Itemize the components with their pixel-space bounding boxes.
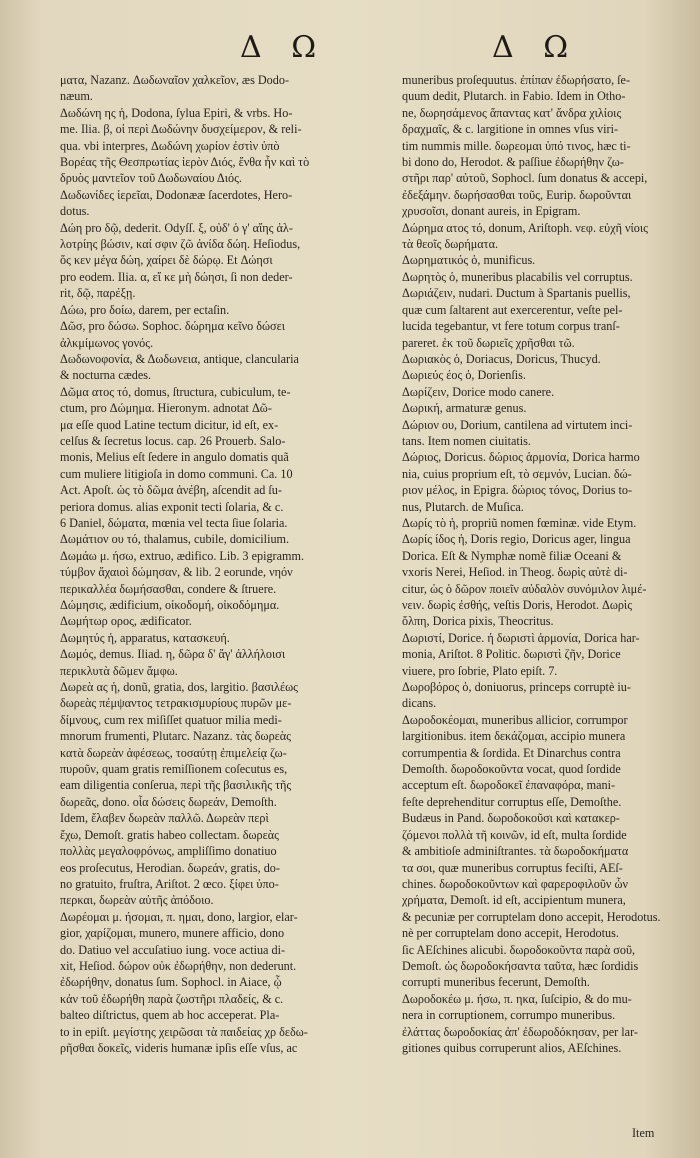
text-line: Δώρημα ατος τό, donum, Ariſtoph. νεφ. εὐχῆ νίοις	[402, 220, 649, 235]
text-line: ἐδωρήθην, donatus ſum. Sophocl. in Aiace, ᾧ	[60, 975, 282, 990]
text-line: to in epiſt. μεγίστης χειρῶσαι τὰ παιδείας χρ δεδω-	[60, 1024, 308, 1039]
text-line: Δωμήτωρ ορος, ædificator.	[60, 614, 192, 629]
text-line: Act. Apoſt. ὡς τὸ δῶμα ἀνέβη, aſcendit ad ſu-	[60, 483, 282, 498]
text-line: ριον μέλος, in Epigra. δώριος τόνος, Dorius to-	[402, 483, 633, 498]
text-line: Δωρηματικός ὁ, munificus.	[402, 253, 536, 268]
text-line: Βορέας τῆς Θεσπρωτίας ἱερὸν Διός, ἔνθα ἦν καὶ τὸ	[60, 155, 310, 170]
text-line: λοτρίης βώσιν, καί σφιν ζῶ ἀνίδα δώη. Heſiodus,	[60, 237, 301, 252]
text-line: eam diligentia conſerua, περὶ τῆς βασιλικῆς τῆς	[60, 778, 292, 793]
text-line: mnorum frumenti, Plutarc. Nazanz. τὰς δωρεὰς	[60, 729, 291, 744]
text-line: ρῆσθαι δοκεῖς, videris humanæ ipſis eſſe vſus, ac	[60, 1040, 298, 1055]
text-line: Δωμητύς ἡ, apparatus, κατασκευή.	[60, 630, 230, 645]
text-line: no gratuito, fruſtra, Ariſtot. 2 œco. ξίφει ὑπο-	[60, 876, 279, 891]
text-line: τύμβον ἄχαιοὶ δώμησαν, & lib. 2 eorunde, νηόν	[60, 565, 293, 580]
text-line: στῆρι παρ' αὐτοῦ, Sophocl. ſum donatus & accepi,	[402, 171, 648, 186]
text-line: Δωροδοκέω μ. ήσω, π. ηκα, ſuſcipio, & do mu-	[402, 991, 632, 1006]
text-line: κἀν τοῦ ἐδωρήθη παρὰ ζωστῆρι πλαδείς, & c.	[60, 991, 284, 1006]
text-line: ctum, pro Δώμημα. Hieronym. adnotat Δῶ-	[60, 401, 272, 416]
text-line: tans. Item nomen ciuitatis.	[402, 433, 531, 448]
text-line: περικλυτὰ δῶμεν ἄμφω.	[60, 663, 178, 678]
text-line: gior, χαρίζομαι, munero, munere afficio, dono	[60, 926, 285, 941]
text-line: & ambitioſe adminiſtrantes. τὰ δωροδοκήματα	[402, 844, 629, 859]
right-column	[402, 72, 668, 1056]
text-line: Δωρέομαι μ. ήσομαι, π. ημαι, dono, largior, elar-	[60, 909, 298, 924]
text-line: ἐδεξάμην. δωρήσασθαι τοῦς, Eurip. δωροῦνται	[402, 187, 632, 202]
text-line: Δωδώνη ης ἡ, Dodona, ſylua Epiri, & vrbs. Ho-	[60, 105, 293, 120]
text-line: δωρεὰς πέμψαντος τετρακισμυρίους πυρῶν με-	[60, 696, 292, 711]
text-line: ne, δωρησάμενος ἅπαντας κατ' ἄνδρα χιλίοις	[402, 105, 622, 120]
text-line: Δώω, pro δοίω, darem, per ectaſin.	[60, 302, 230, 317]
text-line: Δωριακὸς ὁ, Doriacus, Doricus, Thucyd.	[402, 351, 601, 366]
text-line: ὄλπη, Dorica pixis, Theocritus.	[402, 614, 554, 629]
text-line: periora domus. alias exponit tecti ſolaria, & c.	[60, 499, 284, 514]
text-line: nera in corruptionem, corrumpo muneribus.	[402, 1008, 616, 1023]
text-line: ὅς κεν μέγα δώη, χαίρει δὲ δώρῳ. Et Δώησι	[60, 253, 273, 268]
text-line: Δωδωνοφονία, & Δωδωνεια, antique, clancularia	[60, 351, 299, 366]
text-line: πυροῦν, quam gratis remiſſionem coſecutus es,	[60, 762, 288, 777]
text-line: pro eodem. Ilia. α, εἴ κε μὴ δώησι, ſi non deder-	[60, 269, 293, 284]
text-line: & pecuniæ per corruptelam dono accepit, Herodotus.	[402, 909, 661, 924]
text-line: næum.	[60, 89, 93, 104]
text-line: nus, Plutarch. de Muſica.	[402, 499, 524, 514]
catchword: Item	[632, 1126, 655, 1140]
text-line: tim nummis mille. δωρεομαι ὑπό τινος, hæc ti-	[402, 138, 631, 153]
text-line: πολλὰς μεγαλοφρόνως, ampliſſimo donatiuo	[60, 844, 277, 859]
text-line: Δωριστί, Dorice. ἡ δωριστὶ ἁρμονία, Dorica har-	[402, 630, 640, 645]
text-line: acceptum eſt. δωροδοκεῖ ἐπαναφόρα, mani-	[402, 778, 616, 793]
text-line: cum muliere litigioſa in domo communi. Ca. 10	[60, 466, 293, 481]
text-line: nia, cuius proprium eſt, τὸ σεμνόν, Lucian. δώ-	[402, 466, 632, 481]
text-line: ἐλάττας δωροδοκίας ἀπ' ἐδωροδόκησαν, per lar-	[402, 1024, 638, 1039]
text-line: περκαι, δωρεὰν αὐτῆς ἀπόδοιο.	[60, 893, 214, 908]
text-line: χρήματα, Demoſt. id eſt, accipientum munera,	[402, 893, 626, 908]
text-line: Demoſth. δωροδοκοῦντα vocat, quod ſordide	[402, 762, 621, 777]
text-line: Δωρική, armaturæ genus.	[402, 401, 527, 416]
text-line: κατὰ δωρεὰν ἀφέσεως, τοσαύτῃ ἐπιμελείᾳ ζω-	[60, 745, 287, 760]
text-line: rit, δῷ, παρέξῃ.	[60, 286, 136, 301]
text-line: νειν. δωρὶς ἐσθής, veſtis Doris, Herodot. Δωρὶς	[402, 598, 633, 612]
text-line: lucida tegebantur, vt fere totum corpus tranſ-	[402, 319, 620, 334]
text-line: Δῶμα ατος τό, domus, ſtructura, cubiculum, te-	[60, 384, 291, 399]
text-line: Demoſt. ὡς δωροδοκήσαντα ταῦτα, hæc ſordidis	[402, 958, 639, 973]
text-line: largitionibus. item δεκάζομαι, accipio munera	[402, 729, 626, 744]
text-line: ματα, Nazanz. Δωδωναῖον χαλκεῖον, æs Dodo-	[60, 73, 289, 87]
header-right-letters: Δ Ω	[492, 30, 579, 65]
text-line: μα eſſe quod Latine tectum dicitur, id eſt, ex-	[60, 417, 279, 432]
text-line: Idem, ἔλαβεν δωρεὰν παλλῶ. Δωρεὰν περὶ	[60, 811, 269, 826]
text-line: corrupti muneribus fecerunt, Demoſth.	[402, 975, 590, 990]
text-line: Δωρίς τὸ ἡ, propriũ nomen fœminæ. vide Etym.	[402, 515, 637, 530]
text-line: viuere, pro ſobrie, Plato epiſt. 7.	[402, 663, 558, 678]
text-line: corrumpentia & ſordida. Et Dinarchus contra	[402, 745, 621, 760]
text-line: Dorica. Eſt & Nymphæ nomẽ filiæ Oceani &	[402, 548, 622, 563]
text-line: Δώμησις, ædificium, οἰκοδομή, οἰκοδόμημα.	[60, 598, 280, 612]
text-line: monia, Ariſtot. 8 Politic. δωριστὶ ζῆν, Dorice	[402, 647, 621, 662]
text-line: δραχμαῖς, & c. largitione in omnes vſus viri-	[402, 122, 619, 137]
text-line: Δωριάζειν, nudari. Ductum à Spartanis puellis,	[402, 286, 631, 301]
text-line: vxoris Nerei, Heſiod. in Theog. δωρὶς αὐτὲ di-	[402, 565, 628, 580]
text-line: do. Datiuo vel accuſatiuo iung. voce actiua di-	[60, 942, 286, 957]
text-line: xit, Heſiod. δώρον οὐκ ἐδωρήθην, non dederunt.	[60, 958, 297, 973]
text-line: qua. vbi interpres, Δωδώνη χωρίον ἐστὶν ὑπὸ	[60, 138, 280, 153]
text-line: Δωμάτιον ου τό, thalamus, cubile, domicilium.	[60, 532, 290, 547]
text-line: χρυσοῖσι, donant aureis, in Epigram.	[402, 204, 581, 219]
text-line: & nocturna cædes.	[60, 368, 152, 383]
text-line: δρυὸς μαντεῖον τοῦ Δωδωναίου Διός.	[60, 171, 242, 186]
text-line: Δωρίς ίδος ἡ, Doris regio, Doricus ager, lingua	[402, 532, 631, 547]
text-line: eos proſecutus, Herodian. δωρεάν, gratis, do-	[60, 860, 280, 875]
text-line: me. Ilia. β, οἱ περὶ Δωδώνην δυσχείμερον, & reli-	[60, 122, 302, 137]
text-line: celſus & ſecretus locus. cap. 26 Prouerb. Salo-	[60, 433, 286, 448]
text-line: chines. δωροδοκοῦντων καὶ φαρεροφιλοῦν ὧν	[402, 876, 628, 891]
text-line: balteo diſtrictus, quem ab hoc acceperat. Pla-	[60, 1008, 280, 1023]
text-line: dicans.	[402, 696, 437, 711]
text-line: Δωρητὸς ὁ, muneribus placabilis vel corruptus.	[402, 269, 633, 284]
text-line: monis, Melius eſt ſedere in angulo domatis quã	[60, 450, 289, 465]
text-line: ἀλκμίμωνος γονός.	[60, 335, 154, 350]
text-line: 6 Daniel, δώματα, mœnia vel tecta ſiue ſolaria.	[60, 515, 288, 530]
text-line: Δωμός, demus. Iliad. η, δῶρα δ' ἄγ' ἀλλήλοισι	[60, 647, 286, 662]
text-line: quæ cum ſaltarent aut exercerentur, veſte pel-	[402, 302, 623, 317]
text-line: Δωρεὰ ας ἡ, donũ, gratia, dos, largitio. βασιλέως	[60, 680, 298, 695]
text-line: ζόμενοι πολλὰ τῆ κοινῶν, id eſt, multa ſordide	[402, 827, 627, 842]
text-line: Δωμάω μ. ήσω, extruo, ædifico. Lib. 3 epigramm.	[60, 548, 305, 563]
text-line: nè per corruptelam dono accepit, Herodotus.	[402, 926, 619, 941]
text-line: Δῶσ, pro δώσω. Sophoc. δώρημα κεῖνο δώσει	[60, 319, 286, 334]
text-line: Δώριος, Doricus. δώριος ἁρμονία, Dorica harmo	[402, 450, 640, 465]
text-line: τα σοι, quæ muneribus corruptus feciſti, AEſ-	[402, 860, 623, 875]
text-line: quum dedit, Plutarch. in Fabio. Idem in Otho-	[402, 89, 626, 104]
text-line: muneribus proſequutus. ἐπίπαν ἐδωρήσατο, ſe-	[402, 73, 631, 87]
header-left-letters: Δ Ω	[240, 30, 327, 65]
text-line: δίμνους, cum rex miſiſſet quatuor milia medi-	[60, 712, 282, 727]
page-header	[0, 30, 700, 70]
text-line: Δώη pro δῷ, dederit. Odyſſ. ξ, οὐδ' ὁ γ' αἴης ἀλ-	[60, 220, 293, 235]
text-line: Budæus in Pand. δωροδοκοῦσι καὶ κατακερ-	[402, 811, 620, 826]
text-line: ſic AEſchines alicubi. δωροδοκοῦντα παρὰ σοῦ,	[402, 942, 636, 957]
text-line: περικαλλέα δωμήσασθαι, condere & ſtruere.	[60, 581, 277, 596]
text-line: Δωροδοκέομαι, muneribus allicior, corrumpor	[402, 712, 628, 727]
text-line: Δωριεύς έος ὁ, Dorienſis.	[402, 368, 526, 383]
text-line: Δωδωνίδες ἱερεῖαι, Dodonææ ſacerdotes, Hero-	[60, 187, 293, 202]
text-line: bi dono do, Herodot. & paſſiue ἐδωρήθην ζω-	[402, 155, 624, 170]
text-line: pareret. ἐκ τοῦ δωριεῖς χρῆσθαι τῶ.	[402, 335, 575, 350]
text-line: Δώριον ου, Dorium, cantilena ad virtutem inci-	[402, 417, 633, 432]
text-line: dotus.	[60, 204, 90, 219]
left-column	[60, 72, 392, 1056]
text-line: τὰ θεοῖς δωρήματα.	[402, 237, 499, 252]
text-line: ἔχω, Demoſt. gratis habeo collectam. δωρεὰς	[60, 827, 279, 842]
text-line: Δωροβόρος ὁ, doniuorus, princeps corruptè iu-	[402, 680, 631, 695]
text-line: gitiones quibus corruperunt alios, AEſchines.	[402, 1040, 622, 1055]
text-line: δωρεᾶς, dono. οἷα δώσεις δωρεάν, Demoſth.	[60, 794, 277, 809]
text-line: feſte deprehenditur corruptus eſſe, Demoſthe.	[402, 794, 622, 809]
text-line: citur, ὡς ὁ δῶρον ποιεῖν αὐδαλὸν συνόμιλον λιμέ-	[402, 581, 647, 596]
text-line: Δωρίζειν, Dorice modo canere.	[402, 384, 555, 399]
